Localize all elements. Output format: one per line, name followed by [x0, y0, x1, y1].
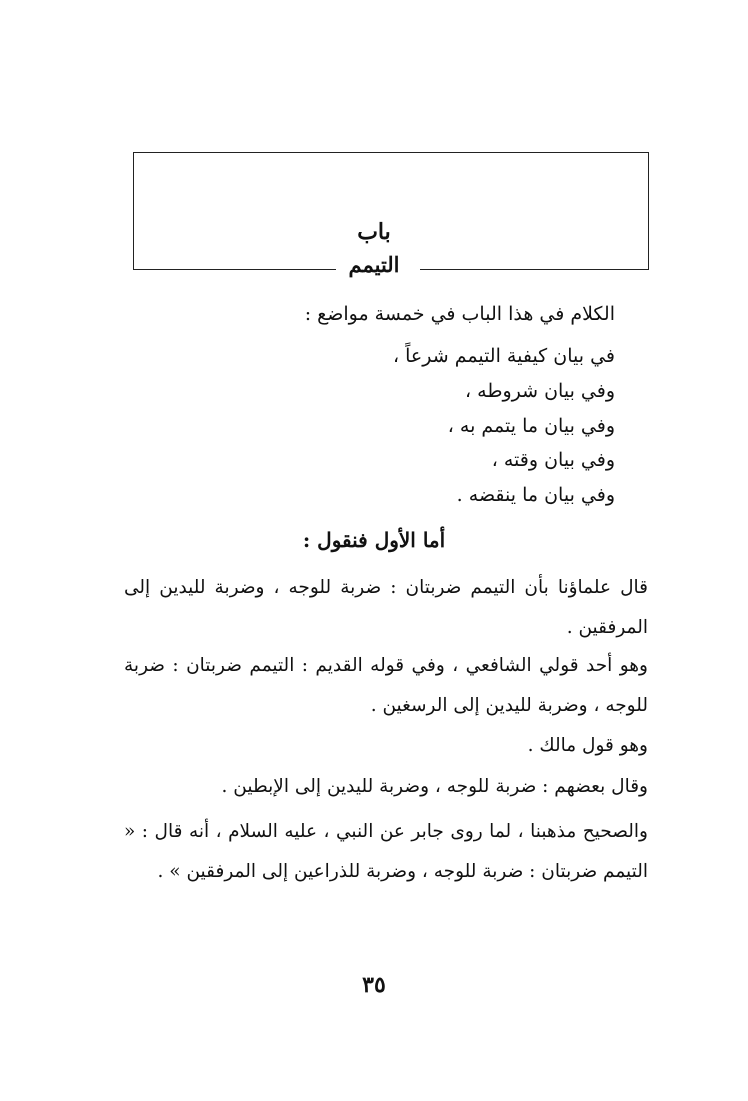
list-item: وفي بيان ما ينقضه . [456, 484, 615, 506]
paragraph: وهو أحد قولي الشافعي ، وفي قوله القديم : التيمم ضربتان : ضربة للوجه ، وضربة لليدين إلى الرسغين . [124, 655, 648, 716]
intro-text: الكلام في هذا الباب في خمسة مواضع : [304, 303, 615, 325]
section-heading: أما الأول فنقول : [302, 528, 446, 552]
paragraph: وقال بعضهم : ضربة للوجه ، وضربة لليدين إلى الإبطين . [221, 776, 648, 797]
chapter-word: باب [357, 219, 391, 245]
list-item: وفي بيان ما يتمم به ، [447, 415, 615, 437]
page-number: ٣٥ [362, 972, 386, 998]
chapter-title [0, 252, 748, 277]
paragraph: والصحيح مذهبنا ، لما روى جابر عن النبي ، عليه السلام ، أنه قال : « التيمم ضربتان : ضربة للوجه ، وضربة للذراعين إلى المرفقين » . [124, 821, 648, 882]
paragraph: قال علماؤنا بأن التيمم ضربتان : ضربة للوجه ، وضربة لليدين إلى المرفقين . [124, 577, 648, 638]
list-item: في بيان كيفية التيمم شرعاً ، [392, 345, 615, 367]
chapter-title-text: التيمم [342, 252, 405, 277]
list-item: وفي بيان شروطه ، [465, 380, 615, 402]
paragraph: وهو قول مالك . [527, 735, 648, 756]
list-item: وفي بيان وقته ، [491, 449, 615, 471]
